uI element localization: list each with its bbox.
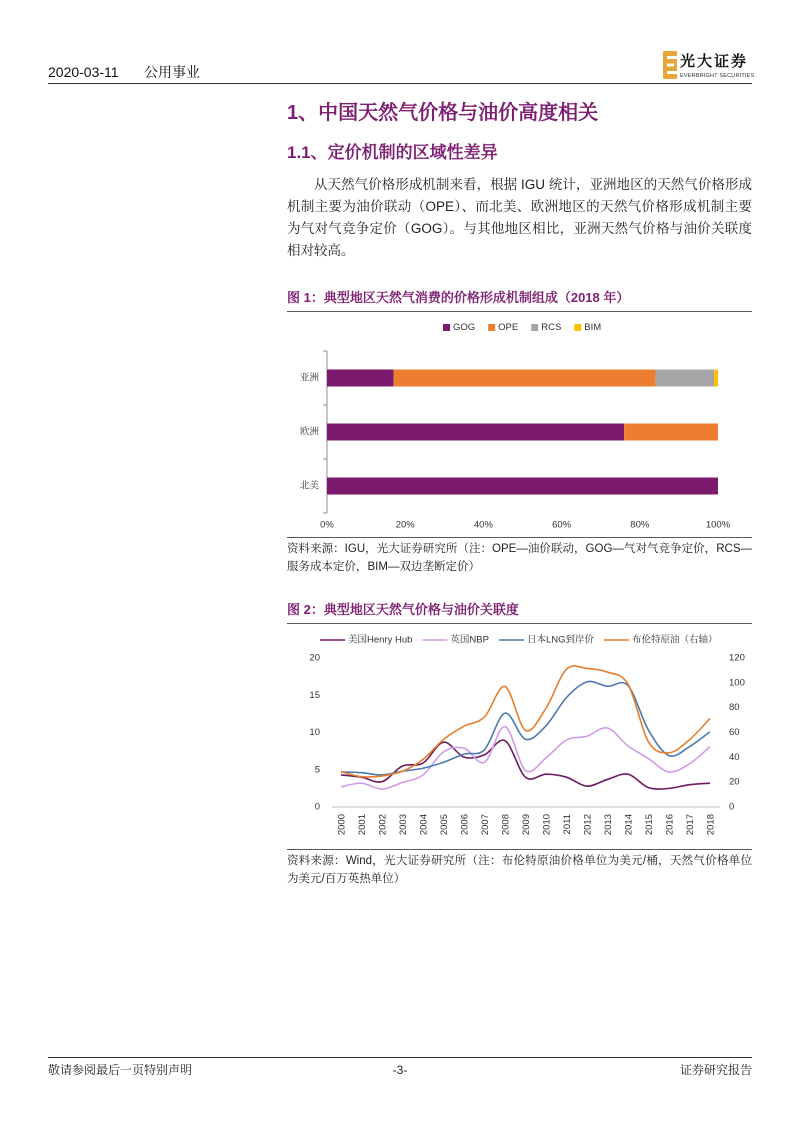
left-y-tick-label: 0 [314, 801, 320, 813]
legend-label-brent: 布伦特原油（右轴） [632, 634, 718, 646]
x-tick-label: 2001 [356, 814, 368, 836]
legend-label-rcs: RCS [541, 322, 562, 333]
x-tick-label: 2017 [684, 814, 696, 836]
figure-2-top-rule [287, 623, 752, 624]
x-tick-label: 2010 [541, 814, 553, 836]
body-paragraph: 从天然气价格形成机制来看，根据 IGU 统计，亚洲地区的天然气价格形成机制主要为油价联动（OPE）、而北美、欧洲地区的天然气价格形成机制主要为气对气竞争定价（GOG）。与其他地区相比，亚洲天然气价格与油价关联度相对较高。 [287, 177, 752, 258]
x-tick-label: 20% [395, 519, 415, 531]
category-label-north-america: 北美 [299, 480, 319, 492]
bar-gog-north-america [327, 478, 718, 495]
x-tick-label: 2014 [623, 814, 635, 836]
header-divider [48, 83, 752, 84]
legend-label-bim: BIM [584, 322, 602, 333]
right-y-tick-label: 120 [729, 652, 745, 664]
x-tick-label: 2016 [664, 814, 676, 836]
figure-2-caption: 图 2：典型地区天然气价格与油价关联度 [287, 602, 519, 617]
subsection-title: 1.1、定价机制的区域性差异 [287, 143, 498, 162]
bar-ope-asia [393, 370, 655, 387]
figure-1-caption: 图 1：典型地区天然气消费的价格形成机制组成（2018 年） [287, 290, 630, 305]
category-label-asia: 亚洲 [299, 372, 319, 384]
series-line-nbp [341, 726, 710, 789]
x-tick-label: 2018 [705, 814, 717, 836]
page-number: -3- [392, 1063, 408, 1077]
right-y-tick-label: 40 [729, 751, 740, 763]
series-line-japan-lng [341, 681, 710, 775]
x-tick-label: 2008 [500, 814, 512, 836]
category-label-europe: 欧洲 [299, 426, 319, 438]
logo-text-cn: 光大证券 [680, 53, 749, 70]
legend-swatch-bim [574, 324, 581, 331]
right-y-tick-label: 100 [729, 677, 745, 689]
x-tick-label: 2000 [336, 814, 348, 836]
x-tick-label: 2009 [520, 814, 532, 836]
x-tick-label: 2015 [643, 814, 655, 836]
footer-doc-type: 证券研究报告 [679, 1063, 752, 1077]
footer-divider [48, 1057, 752, 1058]
figure-2-source: 资料来源：Wind，光大证券研究所（注：布伦特原油价格单位为美元/桶，天然气价格单位为美元/百万英热单位） [287, 855, 752, 885]
left-y-tick-label: 20 [309, 652, 320, 664]
x-tick-label: 80% [630, 519, 650, 531]
legend-label-nbp: 英国NBP [450, 634, 489, 646]
bar-bim-asia [714, 370, 718, 387]
x-tick-label: 2013 [602, 814, 614, 836]
series-line-henry-hub [341, 740, 710, 789]
left-y-tick-label: 5 [314, 764, 320, 776]
figure-1-source: 资料来源：IGU，光大证券研究所（注：OPE—油价联动，GOG—气对气竞争定价，RCS—服务成本定价，BIM—双边垄断定价） [287, 543, 752, 573]
bar-gog-asia [327, 370, 393, 387]
x-tick-label: 2005 [438, 814, 450, 836]
bar-gog-europe [327, 424, 624, 441]
logo-text-en: EVERBRIGHT SECURITIES [680, 73, 755, 79]
series-line-brent [341, 666, 710, 777]
bar-rcs-asia [655, 370, 714, 387]
left-y-tick-label: 10 [309, 727, 320, 738]
x-tick-label: 2003 [397, 814, 409, 836]
right-y-tick-label: 80 [729, 702, 740, 714]
report-sector: 公用事业 [144, 64, 200, 80]
legend-label-japan-lng: 日本LNG到岸价 [526, 634, 595, 646]
figure-1-bottom-rule [287, 537, 752, 538]
legend-swatch-rcs [531, 324, 538, 331]
x-tick-label: 0% [320, 519, 334, 531]
legend-swatch-gog [443, 324, 450, 331]
x-tick-label: 2011 [561, 814, 573, 835]
report-date: 2020-03-11 [48, 64, 119, 80]
legend-label-henry-hub: 美国Henry Hub [348, 634, 413, 646]
x-tick-label: 2002 [377, 814, 389, 836]
figure-2-bottom-rule [287, 849, 752, 850]
brand-logo [663, 50, 755, 81]
left-y-tick-label: 15 [309, 689, 320, 701]
right-y-tick-label: 0 [729, 801, 735, 813]
legend-label-ope: OPE [498, 322, 519, 333]
gas-oil-price-line-chart [287, 626, 752, 846]
x-tick-label: 2012 [582, 814, 594, 836]
legend-swatch-ope [488, 324, 495, 331]
right-y-tick-label: 20 [729, 776, 740, 788]
figure-1-top-rule [287, 311, 752, 312]
logo-mark-icon [663, 51, 677, 79]
bar-ope-europe [624, 424, 718, 441]
legend-label-gog: GOG [453, 322, 476, 333]
x-tick-label: 2004 [418, 814, 430, 836]
right-y-tick-label: 60 [729, 727, 740, 738]
footer-disclaimer: 敬请参阅最后一页特别声明 [48, 1063, 193, 1077]
x-tick-label: 100% [705, 519, 731, 531]
x-tick-label: 2007 [479, 814, 491, 836]
x-tick-label: 2006 [459, 814, 471, 836]
section-title: 1、中国天然气价格与油价高度相关 [287, 102, 599, 124]
pricing-mechanism-bar-chart [287, 315, 752, 535]
x-tick-label: 60% [552, 519, 572, 531]
x-tick-label: 40% [473, 519, 493, 531]
